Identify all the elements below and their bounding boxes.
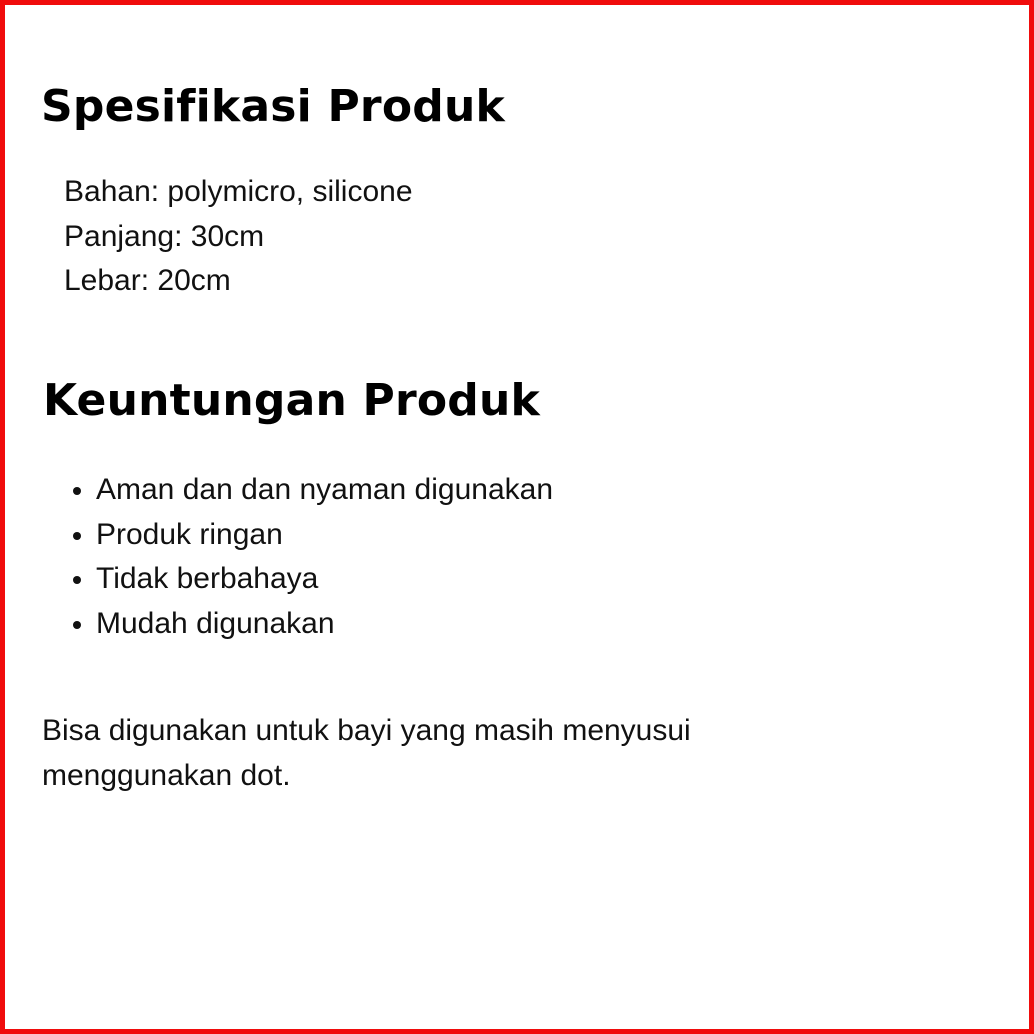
benefit-item [96,557,553,602]
benefit-item-label: Aman dan dan nyaman digunakan [96,473,554,506]
benefits-list [96,468,553,646]
spec-item-width: Lebar: 20cm [64,264,231,297]
specifications-heading: Spesifikasi Produk [41,81,505,132]
benefit-item-label: Tidak berbahaya [96,562,319,595]
usage-note [42,709,822,798]
bullet-icon [73,621,81,629]
bullet-icon [73,576,81,584]
usage-note-line-1: Bisa digunakan untuk bayi yang masih menyusui [42,714,691,747]
benefit-item [96,513,553,558]
benefits-heading: Keuntungan Produk [43,375,540,426]
bullet-icon [73,532,81,540]
usage-note-line-2: menggunakan dot. [42,758,291,792]
spec-item-material: Bahan: polymicro, silicone [64,175,413,208]
spec-item-length: Panjang: 30cm [64,219,265,253]
bullet-icon [73,487,81,495]
benefit-item-label: Produk ringan [96,517,283,551]
benefit-item [96,602,553,647]
benefit-item [96,468,553,513]
specifications-list [64,170,413,304]
benefit-item-label: Mudah digunakan [96,606,335,640]
